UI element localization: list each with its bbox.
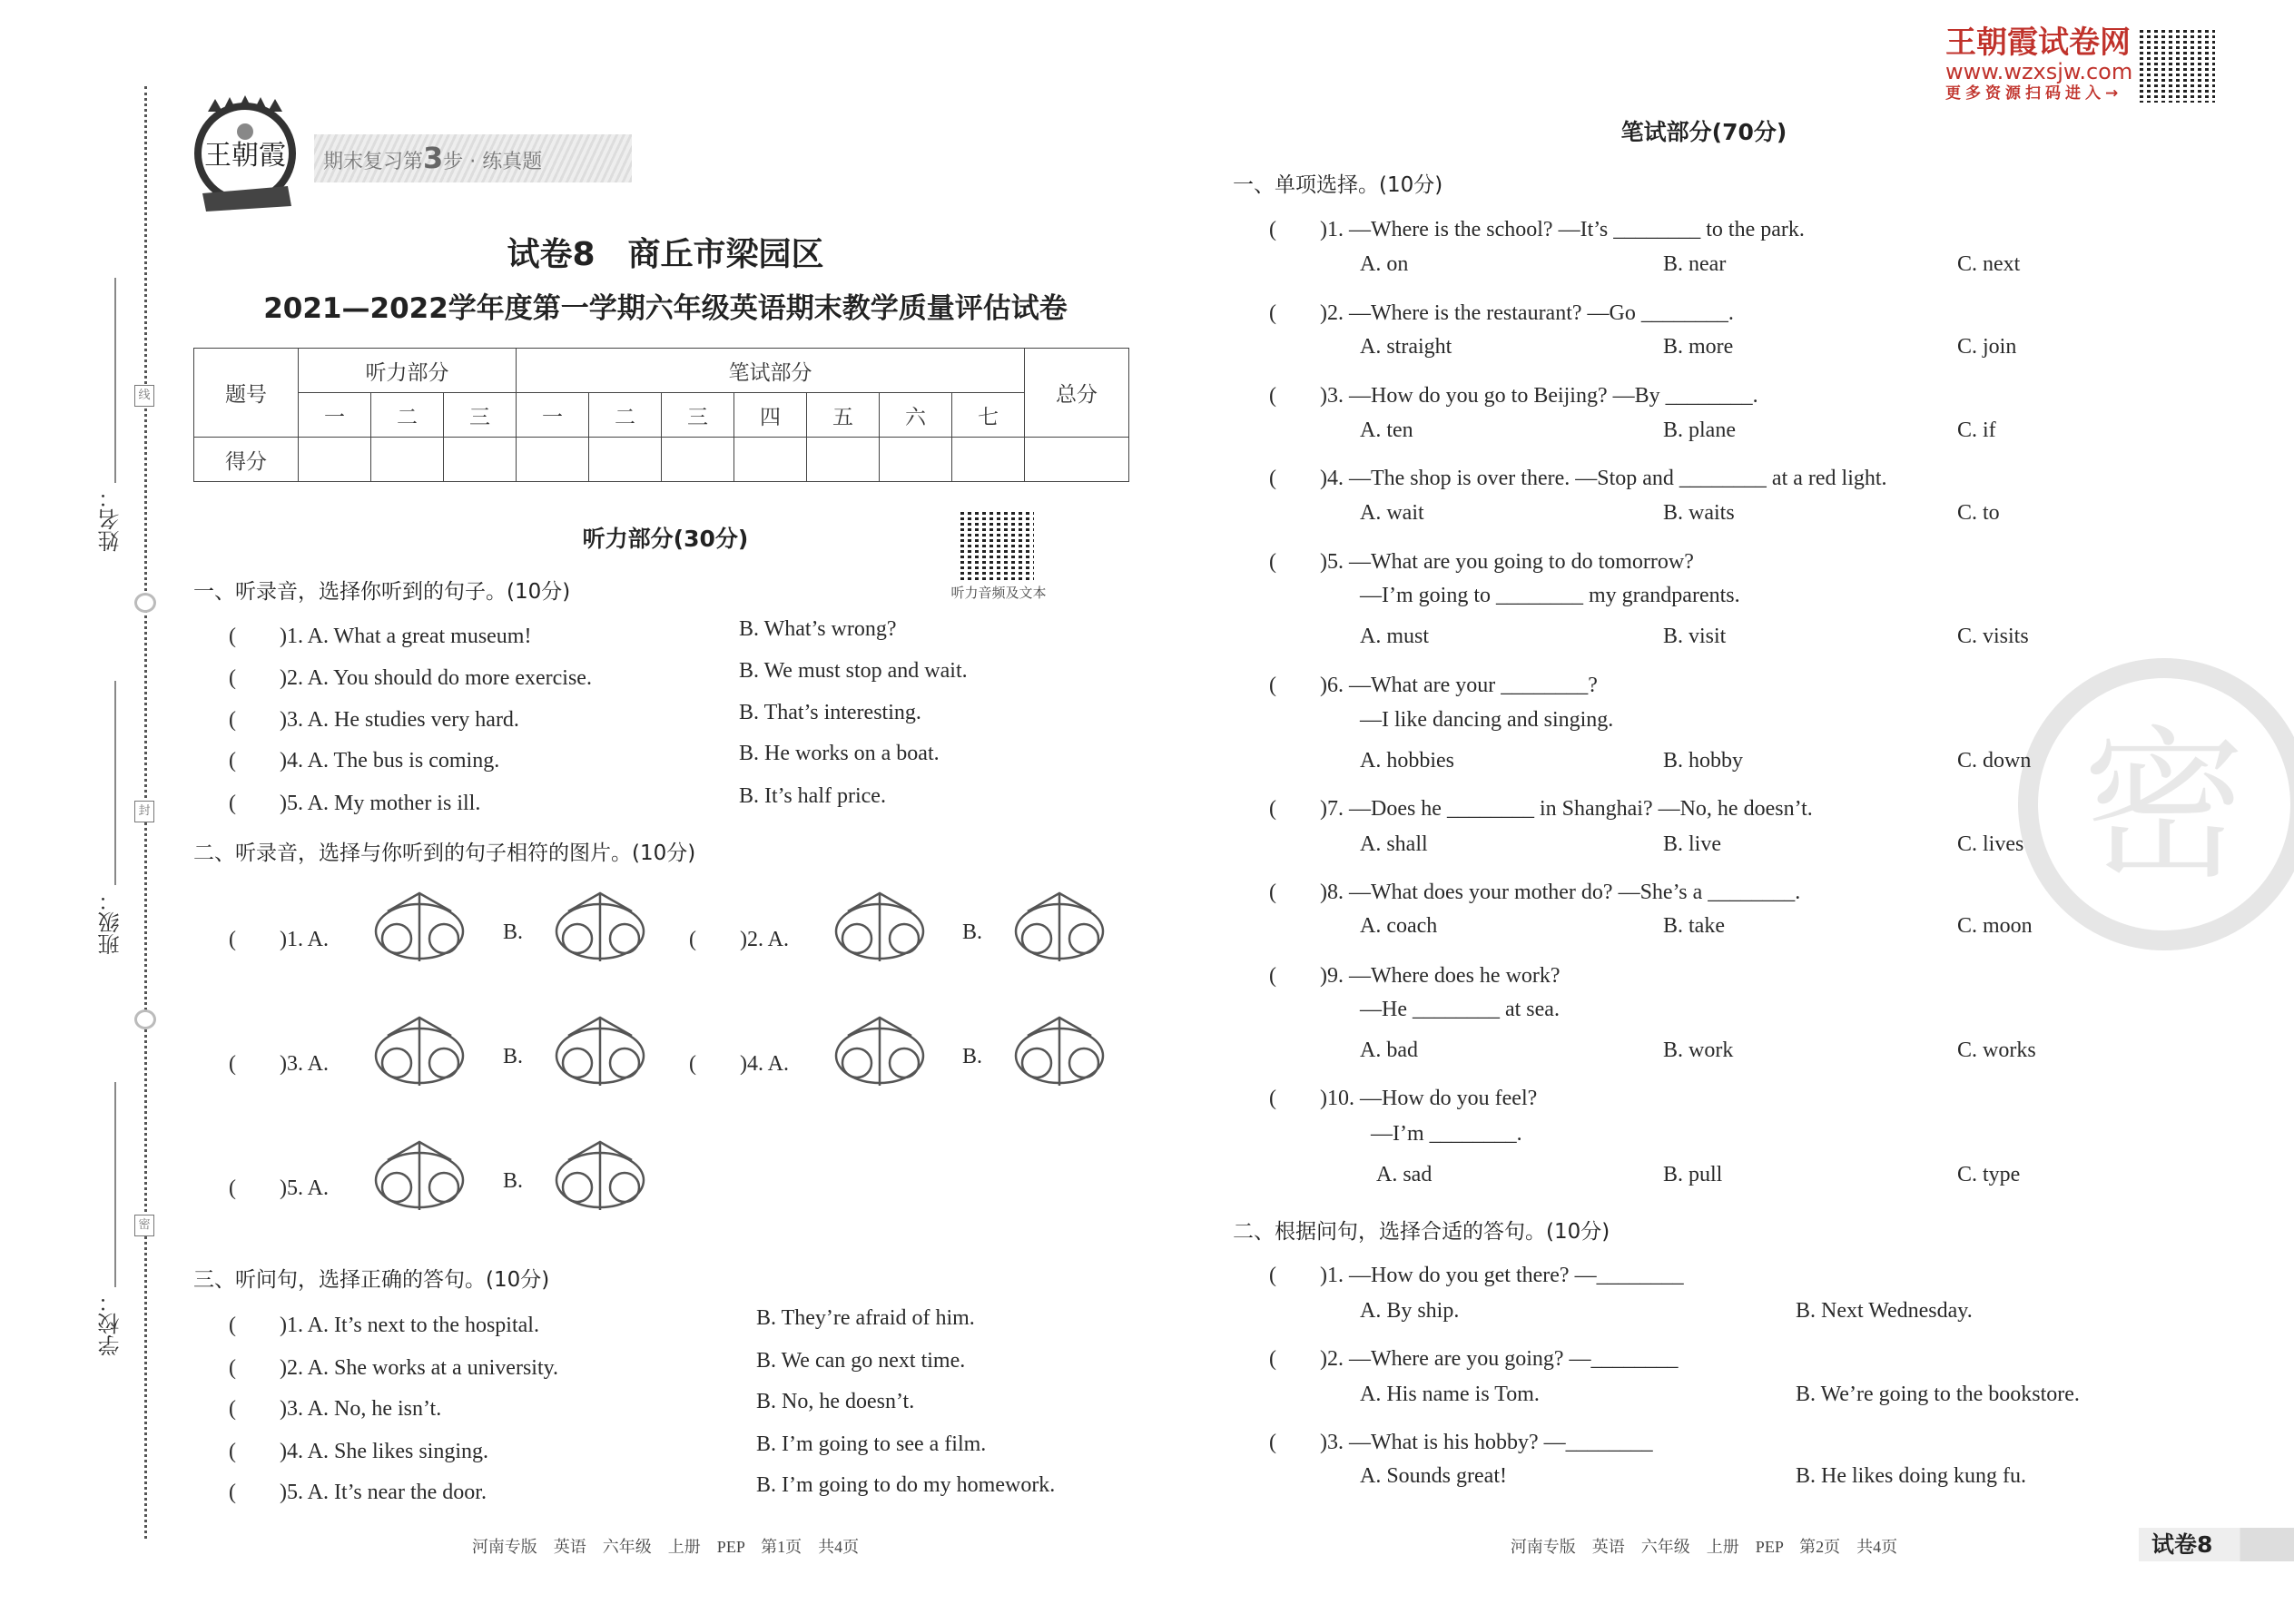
writing-section2-title: 二、根据问句，选择合适的答句。(10分) [1233, 1220, 1610, 1244]
answer-option: C. if [1957, 418, 1996, 442]
writing-section1-title: 一、单项选择。(10分) [1233, 173, 1443, 197]
answer-option: A. straight [1360, 335, 1452, 359]
question-stem: —He ________ at sea. [1360, 998, 1560, 1021]
question-option-a: ( )2. A. You should do more exercise. [229, 666, 592, 690]
section-number-header: 二 [589, 393, 662, 438]
question-option-a: ( )1. A. What a great museum! [229, 625, 532, 648]
paper-title: 试卷8 商丘市梁园区 [507, 236, 824, 273]
answer-option: A. ten [1360, 418, 1413, 442]
question-stem: ( )7. —Does he ________ in Shanghai? —No, he doesn’t. [1269, 797, 1813, 821]
listening-section3-title: 三、听问句，选择正确的答句。(10分) [193, 1268, 550, 1292]
section-number-header: 一 [517, 393, 589, 438]
score-cell[interactable] [517, 438, 589, 482]
brand-header [1945, 25, 2132, 103]
answer-option: B. pull [1663, 1163, 1723, 1186]
picture-question-number: ( )1. A. [229, 928, 329, 951]
question-option-a: ( )4. A. The bus is coming. [229, 749, 500, 773]
total-header: 总分 [1025, 349, 1129, 438]
lily-flower-image[interactable] [821, 875, 939, 984]
score-table [193, 348, 1129, 482]
watermark-text: 密 [2082, 712, 2247, 901]
qr-caption: 听力音频及文本 [950, 585, 1047, 601]
paper-number-tab: 试卷8 [2113, 1528, 2294, 1561]
writing-title: 笔试部分(70分) [1620, 119, 1787, 145]
question-option-a: ( )3. A. No, he isn’t. [229, 1397, 442, 1421]
smiley-icon [134, 1009, 156, 1029]
answer-option: C. type [1957, 1163, 2021, 1186]
seal-mark-secret: 密 [134, 1215, 154, 1236]
question-option-a: ( )4. A. She likes singing. [229, 1440, 488, 1463]
question-option-a: ( )5. A. My mother is ill. [229, 792, 481, 815]
picture-option-b-label: B. [503, 1169, 524, 1193]
banner-suffix: 步 · 练真题 [443, 151, 543, 173]
answer-option: C. to [1957, 501, 2000, 525]
answer-option: A. wait [1360, 501, 1424, 525]
answer-option: B. near [1663, 252, 1727, 276]
question-option-a: ( )1. A. It’s next to the hospital. [229, 1314, 539, 1337]
answer-option: C. next [1957, 252, 2021, 276]
smiley-icon [134, 593, 156, 613]
picture-question-number: ( )5. A. [229, 1176, 329, 1200]
answer-option: C. works [1957, 1038, 2036, 1062]
section-number-header: 三 [662, 393, 734, 438]
answer-option: C. visits [1957, 625, 2029, 648]
answer-option: A. coach [1360, 914, 1438, 938]
banner-prefix: 期末复习第 [323, 151, 424, 173]
question-stem: ( )6. —What are your ________? [1269, 674, 1598, 697]
score-cell[interactable] [444, 438, 517, 482]
picture-question-number: ( )2. A. [689, 928, 789, 951]
score-cell[interactable] [807, 438, 880, 482]
row-header-label: 题号 [194, 349, 299, 438]
question-option-b: B. That’s interesting. [739, 701, 921, 724]
question-stem: ( )1. —How do you get there? —________ [1269, 1264, 1684, 1287]
score-cell[interactable] [734, 438, 807, 482]
brand-logo-text: 王朝霞 [204, 140, 286, 172]
answer-option: A. shall [1360, 832, 1428, 856]
score-cell[interactable] [662, 438, 734, 482]
question-option-b: B. We can go next time. [756, 1349, 966, 1373]
question-stem: ( )5. —What are you going to do tomorrow? [1269, 550, 1694, 574]
question-option-b: B. We must stop and wait. [739, 659, 968, 683]
seal-mark-seal: 封 [134, 801, 154, 822]
section-number-header: 五 [807, 393, 880, 438]
score-cell[interactable] [952, 438, 1025, 482]
question-stem: ( )10. —How do you feel? [1269, 1087, 1538, 1110]
pilot-image[interactable] [1000, 999, 1118, 1108]
question-stem: ( )4. —The shop is over there. —Stop and ________ at a red light. [1269, 467, 1887, 490]
answer-option: C. join [1957, 335, 2017, 359]
brand-url[interactable]: www.wzxsjw.com [1945, 59, 2133, 84]
answer-option: B. We’re going to the bookstore. [1796, 1383, 2080, 1406]
answer-option: A. His name is Tom. [1360, 1383, 1540, 1406]
listening-section1-title: 一、听录音，选择你听到的句子。(10分) [193, 580, 571, 604]
score-cell[interactable] [589, 438, 662, 482]
score-cell[interactable] [371, 438, 444, 482]
listening-title: 听力部分(30分) [582, 526, 749, 552]
answer-option: B. plane [1663, 418, 1736, 442]
question-option-b: B. They’re afraid of him. [756, 1306, 975, 1330]
section-number-header: 六 [880, 393, 952, 438]
school-label: 学校： [98, 1291, 123, 1356]
answer-option: C. moon [1957, 914, 2033, 938]
question-stem: ( )3. —What is his hobby? —________ [1269, 1431, 1653, 1454]
section-number-header: 七 [952, 393, 1025, 438]
brand-name: 王朝霞试卷网 [1945, 25, 2131, 61]
answer-option: C. lives [1957, 832, 2024, 856]
review-banner [314, 134, 632, 182]
question-stem: ( )3. —How do you go to Beijing? —By ________. [1269, 384, 1758, 408]
class-label: 班级： [98, 890, 123, 955]
answer-option: A. bad [1360, 1038, 1418, 1062]
airplane-image[interactable] [360, 875, 478, 984]
section-number-header: 四 [734, 393, 807, 438]
secret-watermark [2015, 654, 2294, 962]
score-cell[interactable] [299, 438, 371, 482]
section-number-header: 一 [299, 393, 371, 438]
score-cell[interactable] [1025, 438, 1129, 482]
question-stem: —I like dancing and singing. [1360, 708, 1614, 732]
name-label: 姓名： [98, 487, 123, 552]
picture-option-b-label: B. [503, 1045, 524, 1068]
banner-step: 3 [423, 141, 444, 175]
score-cell[interactable] [880, 438, 952, 482]
question-stem: ( )8. —What does your mother do? —She’s a ________. [1269, 881, 1801, 904]
school-underline[interactable] [114, 1082, 116, 1287]
answer-option: B. He likes doing kung fu. [1796, 1464, 2026, 1488]
answer-option: B. visit [1663, 625, 1727, 648]
section-number-header: 二 [371, 393, 444, 438]
picture-option-b-label: B. [962, 920, 983, 944]
woman-walking-image[interactable] [821, 999, 939, 1108]
picture-question-number: ( )3. A. [229, 1052, 329, 1076]
question-stem: ( )2. —Where is the restaurant? —Go ________. [1269, 301, 1734, 325]
brand-seal-logo [190, 95, 300, 213]
listening-section2-title: 二、听录音，选择与你听到的句子相符的图片。(10分) [193, 842, 696, 865]
seal-mark-line: 线 [134, 385, 154, 407]
book-image[interactable] [1000, 875, 1118, 984]
answer-option: A. must [1360, 625, 1430, 648]
left-page-footer: 河南专版 英语 六年级 上册 PEP 第1页 共4页 [471, 1538, 860, 1556]
right-page-footer: 河南专版 英语 六年级 上册 PEP 第2页 共4页 [1510, 1538, 1898, 1556]
question-stem: —I’m ________. [1371, 1122, 1522, 1146]
question-stem: ( )2. —Where are you going? —________ [1269, 1347, 1679, 1371]
car-repair-image[interactable] [541, 999, 659, 1108]
brand-qr-code[interactable] [2140, 27, 2215, 103]
score-row-label: 得分 [194, 438, 299, 482]
answer-option: B. more [1663, 335, 1734, 359]
answer-option: A. hobbies [1360, 749, 1454, 773]
answer-option: B. hobby [1663, 749, 1744, 773]
answer-option: C. down [1957, 749, 2032, 773]
picture-option-b-label: B. [503, 920, 524, 944]
question-option-a: ( )2. A. She works at a university. [229, 1356, 559, 1380]
listening-qr-code[interactable] [960, 509, 1034, 582]
answer-option: A. on [1360, 252, 1409, 276]
answer-option: A. Sounds great! [1360, 1464, 1507, 1488]
question-option-b: B. No, he doesn’t. [756, 1390, 915, 1413]
answer-option: B. waits [1663, 501, 1735, 525]
answer-option: B. take [1663, 914, 1725, 938]
question-option-b: B. He works on a boat. [739, 742, 940, 765]
listening-group-header: 听力部分 [299, 349, 517, 393]
picture-option-b-label: B. [962, 1045, 983, 1068]
answer-option: B. Next Wednesday. [1796, 1299, 1973, 1323]
answer-option: A. sad [1376, 1163, 1433, 1186]
answer-option: B. work [1663, 1038, 1734, 1062]
question-stem: —I’m going to ________ my grandparents. [1360, 584, 1740, 607]
question-option-b: B. What’s wrong? [739, 617, 897, 641]
girl-with-cat-image[interactable] [541, 1124, 659, 1233]
firefighter-ladder-image[interactable] [360, 1124, 478, 1233]
answer-option: B. live [1663, 832, 1721, 856]
class-underline[interactable] [114, 681, 116, 885]
question-option-b: B. I’m going to see a film. [756, 1432, 987, 1456]
question-option-b: B. I’m going to do my homework. [756, 1473, 1056, 1497]
question-stem: ( )9. —Where does he work? [1269, 964, 1561, 988]
answer-option: A. By ship. [1360, 1299, 1460, 1323]
picture-question-number: ( )4. A. [689, 1052, 789, 1076]
question-option-b: B. It’s half price. [739, 784, 886, 808]
question-option-a: ( )5. A. It’s near the door. [229, 1481, 487, 1504]
question-option-a: ( )3. A. He studies very hard. [229, 708, 519, 732]
question-stem: ( )1. —Where is the school? —It’s ________ to the park. [1269, 218, 1805, 241]
brand-cta: 更多资源扫码进入→ [1945, 84, 2123, 103]
writing-group-header: 笔试部分 [517, 349, 1025, 393]
paper-subtitle: 2021—2022学年度第一学期六年级英语期末教学质量评估试卷 [263, 292, 1068, 325]
ballet-dancer-image[interactable] [360, 999, 478, 1108]
section-number-header: 三 [444, 393, 517, 438]
bicycle-image[interactable] [541, 875, 659, 984]
